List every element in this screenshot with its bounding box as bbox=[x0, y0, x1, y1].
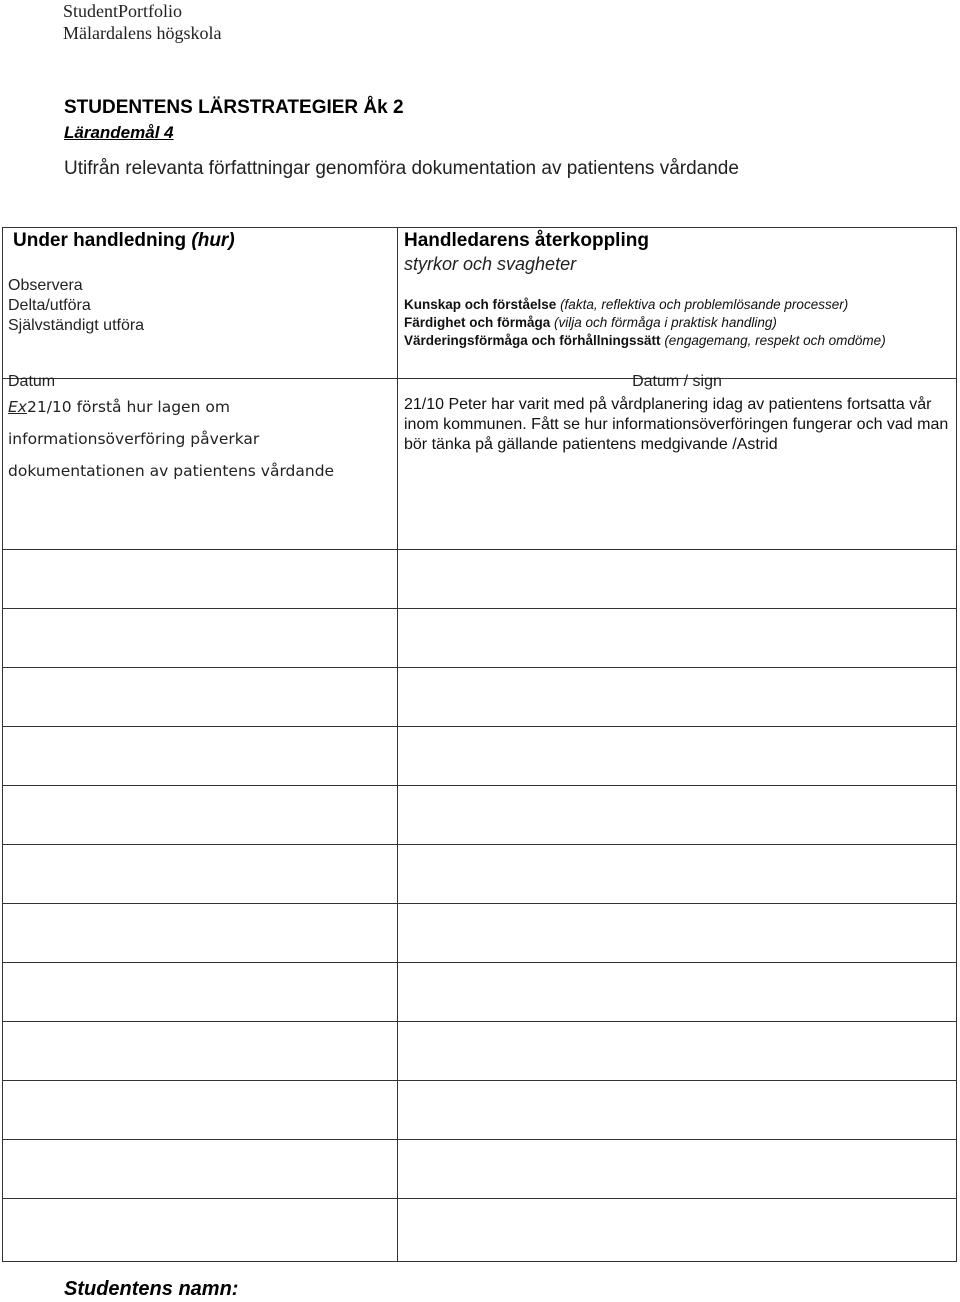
learning-strategy-table bbox=[2, 227, 957, 1262]
empty-date-cell[interactable] bbox=[3, 1022, 398, 1080]
example-row bbox=[3, 373, 956, 490]
empty-feedback-cell[interactable] bbox=[398, 609, 956, 667]
empty-date-cell[interactable] bbox=[3, 904, 398, 962]
right-header-subtitle: styrkor och svagheter bbox=[404, 254, 577, 274]
empty-table-row bbox=[3, 608, 956, 667]
example-right-cell bbox=[398, 379, 956, 490]
example-text: 21/10 förstå hur lagen om informationsöverföring påverkar dokumentationen av patientens vårdande bbox=[8, 398, 335, 480]
example-entry bbox=[8, 391, 388, 487]
empty-feedback-cell[interactable] bbox=[398, 550, 956, 608]
empty-feedback-cell[interactable] bbox=[398, 963, 956, 1021]
example-left-cell bbox=[3, 373, 398, 490]
document-title: STUDENTENS LÄRSTRATEGIER Åk 2 bbox=[64, 97, 404, 118]
empty-table-row bbox=[3, 1021, 956, 1080]
empty-date-cell[interactable] bbox=[3, 1140, 398, 1198]
empty-feedback-cell[interactable] bbox=[398, 786, 956, 844]
empty-date-cell[interactable] bbox=[3, 963, 398, 1021]
empty-table-row bbox=[3, 549, 956, 608]
empty-date-cell[interactable] bbox=[3, 668, 398, 726]
learning-goal-text: Utifrån relevanta författningar genomföra dokumentation av patientens vårdande bbox=[64, 158, 739, 179]
student-name-label: Studentens namn: bbox=[64, 1278, 239, 1300]
empty-table-row bbox=[3, 1080, 956, 1139]
criterion-item: Färdighet och förmåga (vilja och förmåga i praktisk handling) bbox=[404, 315, 777, 330]
header-line-1: StudentPortfolio bbox=[63, 1, 183, 21]
criterion-item: Värderingsförmåga och förhållningssätt (engagemang, respekt och omdöme) bbox=[404, 333, 886, 348]
table-header-row bbox=[3, 228, 956, 390]
empty-table-row bbox=[3, 844, 956, 903]
empty-feedback-cell[interactable] bbox=[398, 904, 956, 962]
empty-feedback-cell[interactable] bbox=[398, 727, 956, 785]
empty-date-cell[interactable] bbox=[3, 1199, 398, 1261]
datum-sign-label: Datum / sign bbox=[632, 373, 722, 390]
empty-feedback-cell[interactable] bbox=[398, 1022, 956, 1080]
empty-table-row bbox=[3, 1139, 956, 1198]
empty-table-row bbox=[3, 667, 956, 726]
empty-feedback-cell[interactable] bbox=[398, 1081, 956, 1139]
supervision-levels bbox=[8, 276, 144, 336]
level-item: Observera bbox=[8, 277, 83, 294]
learning-goal-label: Lärandemål 4 bbox=[64, 123, 174, 142]
empty-table-row bbox=[3, 962, 956, 1021]
empty-table-row bbox=[3, 903, 956, 962]
empty-table-row bbox=[3, 1198, 956, 1261]
right-header-title: Handledarens återkoppling bbox=[404, 230, 649, 251]
empty-table-row bbox=[3, 490, 956, 549]
level-item: Självständigt utföra bbox=[8, 317, 145, 334]
empty-feedback-cell[interactable] bbox=[398, 668, 956, 726]
example-prefix: Ex bbox=[8, 398, 27, 416]
empty-date-cell[interactable] bbox=[3, 609, 398, 667]
right-header-cell bbox=[398, 228, 956, 390]
empty-table-row bbox=[3, 785, 956, 844]
empty-date-cell[interactable] bbox=[3, 550, 398, 608]
left-header-cell bbox=[3, 228, 398, 378]
portfolio-header bbox=[63, 0, 221, 44]
datum-label: Datum bbox=[8, 373, 56, 390]
empty-table-row bbox=[3, 726, 956, 785]
empty-date-cell[interactable] bbox=[3, 786, 398, 844]
empty-feedback-cell[interactable] bbox=[398, 490, 956, 549]
left-header-title: Under handledning (hur) bbox=[13, 230, 235, 251]
level-item: Delta/utföra bbox=[8, 297, 91, 314]
assessment-criteria bbox=[404, 296, 952, 350]
empty-feedback-cell[interactable] bbox=[398, 1140, 956, 1198]
header-line-2: Mälardalens högskola bbox=[63, 23, 222, 43]
criterion-item: Kunskap och förståelse (fakta, reflektiva och problemlösande processer) bbox=[404, 297, 849, 312]
empty-date-cell[interactable] bbox=[3, 727, 398, 785]
empty-feedback-cell[interactable] bbox=[398, 1199, 956, 1261]
empty-date-cell[interactable] bbox=[3, 490, 398, 549]
empty-date-cell[interactable] bbox=[3, 1081, 398, 1139]
empty-date-cell[interactable] bbox=[3, 845, 398, 903]
empty-feedback-cell[interactable] bbox=[398, 845, 956, 903]
example-feedback[interactable]: 21/10 Peter har varit med på vårdplanering idag av patientens fortsatta vår inom kommunen. Fått se hur informationsöverföringen fungerar och vad man bör tänka på gällande patientens medgivande /Astrid bbox=[404, 396, 949, 453]
